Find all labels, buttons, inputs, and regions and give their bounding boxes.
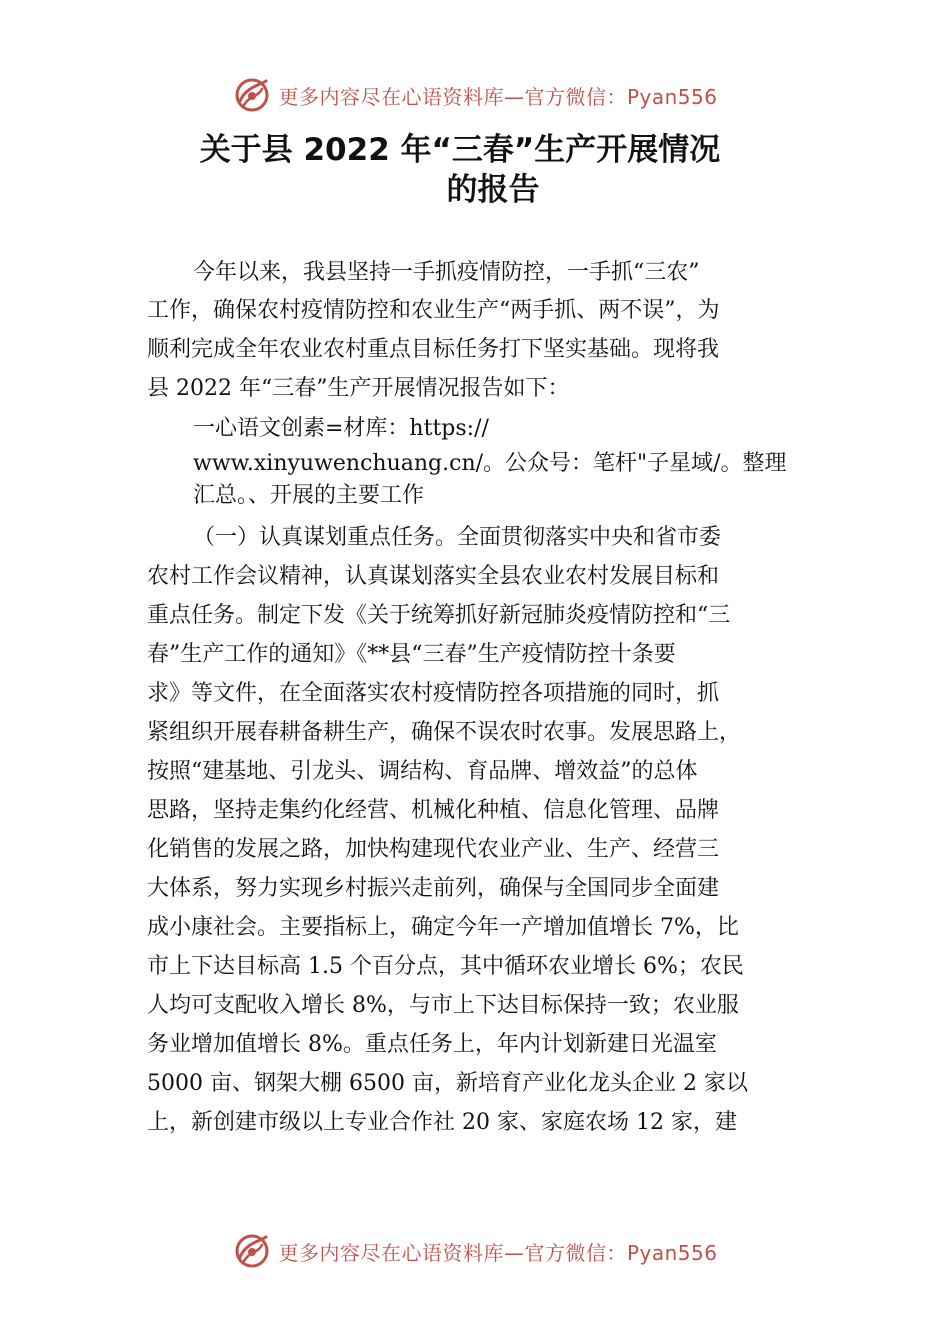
swirl-logo-icon [232, 75, 272, 115]
header-watermark [0, 70, 950, 120]
body-line: 大体系，努力实现乡村振兴走前列，确保与全国同步全面建 [147, 876, 720, 901]
body-line: 县 2022 年“三春”生产开展情况报告如下： [147, 376, 570, 401]
watermark-text: 更多内容尽在心语资料库—官方微信：Pyan556 [278, 84, 718, 109]
body-line: 上，新创建市级以上专业合作社 20 家、家庭农场 12 家，建 [147, 1110, 737, 1135]
body-line: 人均可支配收入增长 8%，与市上下达目标保持一致；农业服 [147, 993, 739, 1018]
body-line: 今年以来，我县坚持一手抓疫情防控，一手抓“三农” [193, 260, 700, 285]
body-line: 求》等文件，在全面落实农村疫情防控各项措施的同时，抓 [147, 681, 720, 706]
body-line: 春”生产工作的通知》《**县“三春”生产疫情防控十条要 [147, 642, 676, 667]
body-line: 顺利完成全年农业农村重点目标任务打下坚实基础。现将我 [147, 337, 720, 362]
body-line: 务业增加值增长 8%。重点任务上，年内计划新建日光温室 [147, 1032, 717, 1057]
watermark-text: 更多内容尽在心语资料库—官方微信：Pyan556 [278, 1240, 718, 1265]
body-line: 思路，坚持走集约化经营、机械化种植、信息化管理、品牌 [147, 798, 720, 823]
body-line: 紧组织开展春耕备耕生产，确保不误农时农事。发展思路上， [147, 720, 742, 745]
body-line: 化销售的发展之路，加快构建现代农业产业、生产、经营三 [147, 837, 720, 862]
body-line: 工作，确保农村疫情防控和农业生产“两手抓、两不误”，为 [147, 298, 720, 323]
body-line: 成小康社会。主要指标上，确定今年一产增加值增长 7%，比 [147, 915, 739, 940]
section-heading: （一）认真谋划重点任务。全面贯彻落实中央和省市委 [193, 525, 722, 550]
body-line: 汇总。、开展的主要工作 [193, 483, 425, 508]
body-line: 农村工作会议精神，认真谋划落实全县农业农村发展目标和 [147, 564, 720, 589]
document-title-line-2: 的报告 [446, 172, 540, 208]
body-line: www.xinyuwenchuang.cn/。公众号：笔杆"子星域/。整理 [193, 451, 787, 476]
body-line: 市上下达目标高 1.5 个百分点，其中循环农业增长 6%；农民 [147, 954, 744, 979]
body-line: 按照“建基地、引龙头、调结构、育品牌、增效益”的总体 [147, 759, 698, 784]
document-title-line-1: 关于县 2022 年“三春”生产开展情况 [199, 132, 721, 168]
body-line: 5000 亩、钢架大棚 6500 亩，新培育产业化龙头企业 2 家以 [147, 1071, 748, 1096]
swirl-logo-icon [232, 1231, 272, 1271]
body-line: 重点任务。制定下发《关于统筹抓好新冠肺炎疫情防控和“三 [147, 603, 731, 628]
footer-watermark [0, 1226, 950, 1276]
body-line: 一心语文创素=材库：https:// [193, 416, 489, 441]
